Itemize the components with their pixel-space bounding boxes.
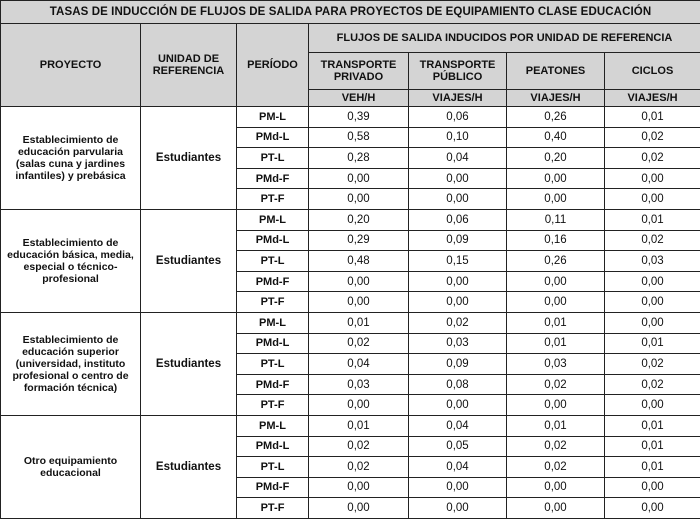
rate-value: 0,02 xyxy=(605,127,700,148)
period-cell: PM-L xyxy=(237,107,309,128)
rate-value: 0,02 xyxy=(507,436,605,457)
rate-value: 0,00 xyxy=(507,271,605,292)
header-unit-viajes-h: VIAJES/H xyxy=(409,90,507,107)
rate-value: 0,00 xyxy=(605,292,700,313)
period-cell: PM-L xyxy=(237,415,309,436)
reference-unit: Estudiantes xyxy=(141,415,237,518)
rate-value: 0,05 xyxy=(409,436,507,457)
rate-value: 0,02 xyxy=(605,374,700,395)
table-title: TASAS DE INDUCCIÓN DE FLUJOS DE SALIDA PARA PROYECTOS DE EQUIPAMIENTO CLASE EDUCACIÓN xyxy=(1,1,700,24)
reference-unit: Estudiantes xyxy=(141,312,237,415)
rate-value: 0,00 xyxy=(605,168,700,189)
project-name: Establecimiento de educación parvularia (salas cuna y jardines infantiles) y prebásica xyxy=(1,107,141,210)
rate-value: 0,01 xyxy=(605,209,700,230)
header-unit-viajes-h: VIAJES/H xyxy=(605,90,700,107)
rate-value: 0,01 xyxy=(507,312,605,333)
period-cell: PMd-L xyxy=(237,333,309,354)
rate-value: 0,00 xyxy=(507,168,605,189)
period-cell: PT-L xyxy=(237,457,309,478)
rate-value: 0,40 xyxy=(507,127,605,148)
period-cell: PT-F xyxy=(237,189,309,210)
rate-value: 0,00 xyxy=(309,395,409,416)
header-periodo: PERÍODO xyxy=(237,24,309,107)
rate-value: 0,01 xyxy=(507,333,605,354)
period-cell: PMd-F xyxy=(237,168,309,189)
rate-value: 0,01 xyxy=(605,436,700,457)
period-cell: PM-L xyxy=(237,312,309,333)
rate-value: 0,01 xyxy=(605,107,700,128)
rate-value: 0,02 xyxy=(409,312,507,333)
rate-value: 0,04 xyxy=(309,354,409,375)
rate-value: 0,04 xyxy=(409,457,507,478)
rate-value: 0,04 xyxy=(409,415,507,436)
rate-value: 0,00 xyxy=(409,168,507,189)
table-row xyxy=(1,107,700,128)
rate-value: 0,10 xyxy=(409,127,507,148)
period-cell: PMd-L xyxy=(237,436,309,457)
rate-value: 0,00 xyxy=(409,292,507,313)
rate-value: 0,01 xyxy=(309,312,409,333)
rate-value: 0,00 xyxy=(309,168,409,189)
project-name: Establecimiento de educación superior (universidad, instituto profesional o centro de formación técnica) xyxy=(1,312,141,415)
rate-value: 0,01 xyxy=(507,415,605,436)
rate-value: 0,00 xyxy=(605,477,700,498)
header-mode-peatones: PEATONES xyxy=(507,53,605,90)
rate-value: 0,00 xyxy=(605,395,700,416)
rate-value: 0,00 xyxy=(605,271,700,292)
rate-value: 0,06 xyxy=(409,107,507,128)
rate-value: 0,00 xyxy=(309,498,409,519)
rate-value: 0,03 xyxy=(507,354,605,375)
rate-value: 0,16 xyxy=(507,230,605,251)
rate-value: 0,39 xyxy=(309,107,409,128)
header-unidad: UNIDAD DE REFERENCIA xyxy=(141,24,237,107)
reference-unit: Estudiantes xyxy=(141,209,237,312)
period-cell: PT-F xyxy=(237,498,309,519)
rate-value: 0,11 xyxy=(507,209,605,230)
rate-value: 0,00 xyxy=(507,189,605,210)
rate-value: 0,26 xyxy=(507,107,605,128)
rate-value: 0,01 xyxy=(605,415,700,436)
header-unit-viajes-h: VIAJES/H xyxy=(507,90,605,107)
rate-value: 0,03 xyxy=(409,333,507,354)
rate-value: 0,09 xyxy=(409,230,507,251)
rate-value: 0,02 xyxy=(507,374,605,395)
rate-value: 0,03 xyxy=(309,374,409,395)
table-row xyxy=(1,209,700,230)
rate-value: 0,20 xyxy=(507,148,605,169)
rate-value: 0,26 xyxy=(507,251,605,272)
period-cell: PMd-F xyxy=(237,477,309,498)
rate-value: 0,00 xyxy=(507,292,605,313)
rate-value: 0,00 xyxy=(507,395,605,416)
rate-value: 0,01 xyxy=(309,415,409,436)
rate-value: 0,03 xyxy=(605,251,700,272)
project-name: Establecimiento de educación básica, media, especial o técnico-profesional xyxy=(1,209,141,312)
rate-value: 0,01 xyxy=(605,457,700,478)
rate-value: 0,28 xyxy=(309,148,409,169)
rate-value: 0,00 xyxy=(409,477,507,498)
period-cell: PT-F xyxy=(237,395,309,416)
rate-value: 0,00 xyxy=(409,498,507,519)
table-row xyxy=(1,312,700,333)
period-cell: PMd-L xyxy=(237,230,309,251)
rate-value: 0,02 xyxy=(605,148,700,169)
period-cell: PT-L xyxy=(237,148,309,169)
rate-value: 0,02 xyxy=(309,457,409,478)
period-cell: PM-L xyxy=(237,209,309,230)
reference-unit: Estudiantes xyxy=(141,107,237,210)
rate-value: 0,48 xyxy=(309,251,409,272)
period-cell: PT-L xyxy=(237,354,309,375)
rate-value: 0,15 xyxy=(409,251,507,272)
rate-value: 0,00 xyxy=(605,498,700,519)
rate-value: 0,06 xyxy=(409,209,507,230)
rate-value: 0,09 xyxy=(409,354,507,375)
period-cell: PMd-F xyxy=(237,271,309,292)
rate-value: 0,20 xyxy=(309,209,409,230)
rate-value: 0,02 xyxy=(309,333,409,354)
rate-value: 0,00 xyxy=(409,395,507,416)
rate-value: 0,00 xyxy=(309,477,409,498)
rate-value: 0,02 xyxy=(309,436,409,457)
header-mode-ciclos: CICLOS xyxy=(605,53,700,90)
rate-value: 0,04 xyxy=(409,148,507,169)
period-cell: PT-F xyxy=(237,292,309,313)
table-row xyxy=(1,415,700,436)
project-name: Otro equipamiento educacional xyxy=(1,415,141,518)
table-body xyxy=(1,107,700,519)
rate-value: 0,02 xyxy=(507,457,605,478)
rate-value: 0,00 xyxy=(309,189,409,210)
header-flujos: FLUJOS DE SALIDA INDUCIDOS POR UNIDAD DE REFERENCIA xyxy=(309,24,700,53)
rate-value: 0,29 xyxy=(309,230,409,251)
rate-value: 0,02 xyxy=(605,230,700,251)
period-cell: PT-L xyxy=(237,251,309,272)
header-mode-transporte-publico: TRANSPORTE PÚBLICO xyxy=(409,53,507,90)
rate-value: 0,00 xyxy=(409,271,507,292)
rate-value: 0,08 xyxy=(409,374,507,395)
period-cell: PMd-F xyxy=(237,374,309,395)
rate-value: 0,01 xyxy=(605,333,700,354)
period-cell: PMd-L xyxy=(237,127,309,148)
rate-value: 0,00 xyxy=(605,312,700,333)
rate-value: 0,00 xyxy=(409,189,507,210)
rate-value: 0,58 xyxy=(309,127,409,148)
rate-value: 0,00 xyxy=(507,498,605,519)
rate-value: 0,00 xyxy=(507,477,605,498)
header-proyecto: PROYECTO xyxy=(1,24,141,107)
rate-value: 0,00 xyxy=(605,189,700,210)
rate-value: 0,00 xyxy=(309,292,409,313)
header-unit-veh-h: VEH/H xyxy=(309,90,409,107)
rate-value: 0,00 xyxy=(309,271,409,292)
rate-value: 0,02 xyxy=(605,354,700,375)
header-mode-transporte-privado: TRANSPORTE PRIVADO xyxy=(309,53,409,90)
